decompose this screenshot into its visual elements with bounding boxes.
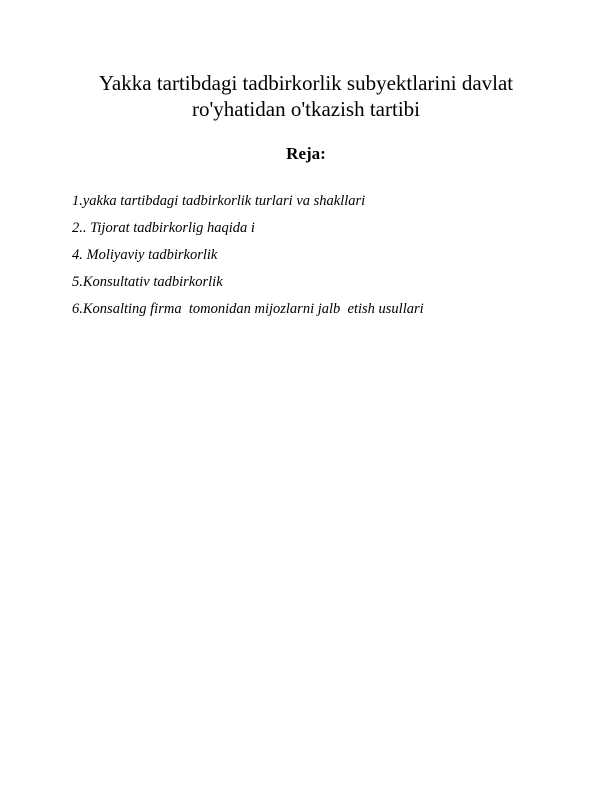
plan-item: 1.yakka tartibdagi tadbirkorlik turlari va shakllari (72, 193, 366, 209)
plan-item: 4. Moliyaviy tadbirkorlik (72, 247, 218, 263)
title-line-1: Yakka tartibdagi tadbirkorlik subyektlarini davlat (98, 71, 514, 95)
plan-item: 2.. Tijorat tadbirkorlig haqida i (72, 220, 255, 236)
plan-item: 5.Konsultativ tadbirkorlik (72, 274, 223, 290)
plan-item: 6.Konsalting firma tomonidan mijozlarni jalb etish usullari (72, 301, 424, 317)
plan-heading: Reja: (286, 144, 326, 163)
plan-list (72, 191, 542, 326)
document-title (70, 70, 542, 122)
title-line-2: ro'yhatidan o'tkazish tartibi (191, 97, 420, 121)
